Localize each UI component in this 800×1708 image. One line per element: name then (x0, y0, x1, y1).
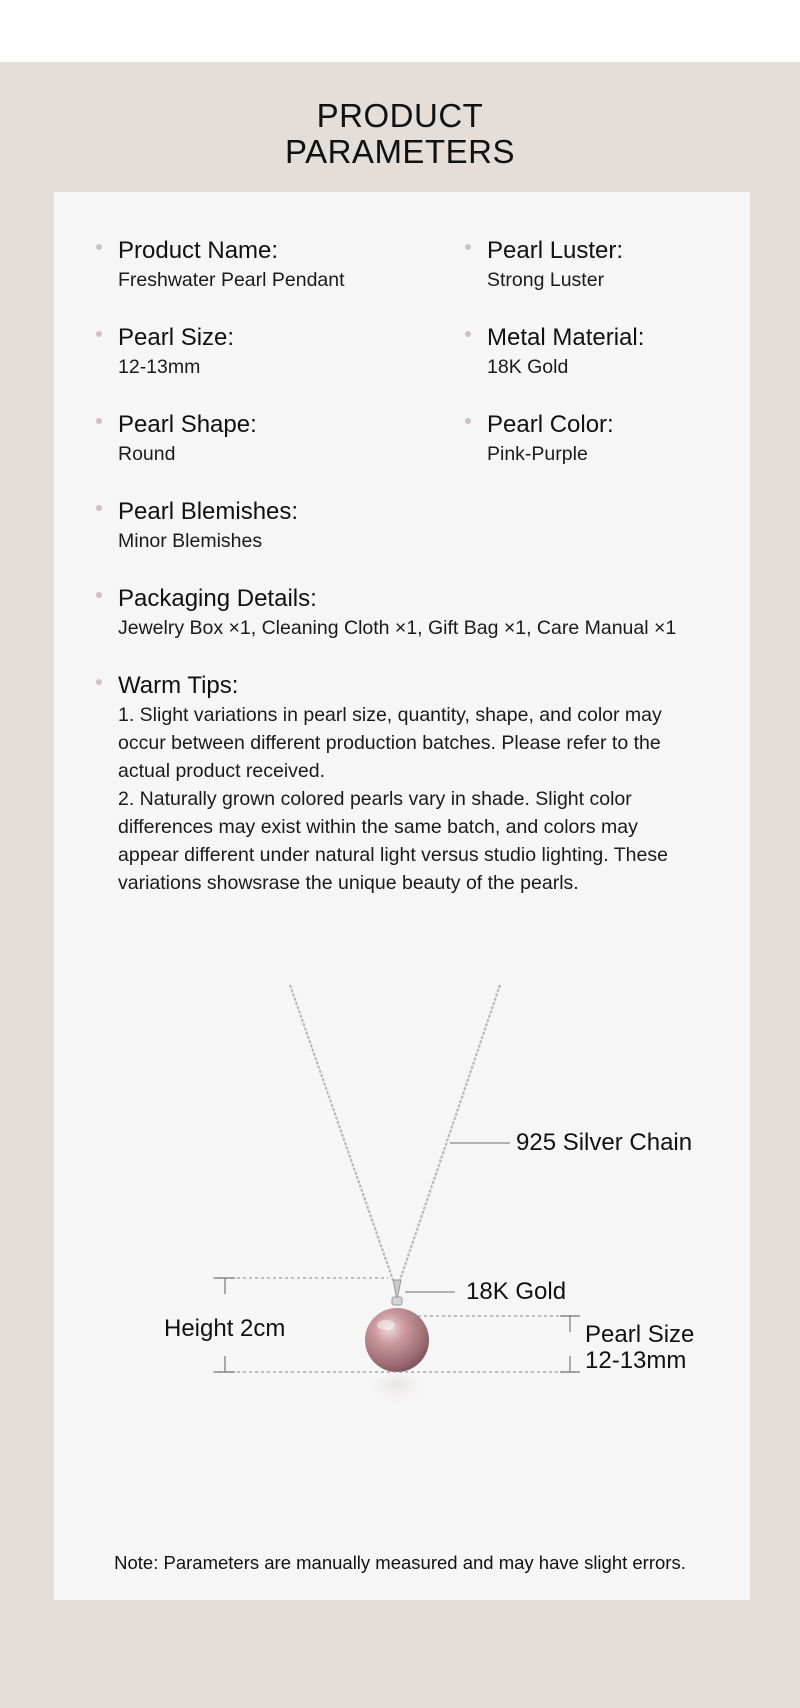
pearl-reflection (369, 1374, 425, 1410)
param-label: Pearl Blemishes: (118, 498, 299, 525)
param-label: Metal Material: (487, 324, 645, 351)
param-value: Round (118, 443, 176, 465)
measurement-note: Note: Parameters are manually measured and may have slight errors. (114, 1552, 686, 1573)
param-label: Product Name: (118, 237, 279, 264)
title-line-2: PARAMETERS (285, 133, 515, 170)
chain-left (290, 985, 393, 1280)
param-label: Pearl Shape: (118, 411, 257, 438)
param-label: Warm Tips: (118, 672, 239, 699)
height-label: Height 2cm (164, 1315, 286, 1342)
warm-tips-text: 1. Slight variations in pearl size, quantity, shape, and color may occur between different production batches. Please refer to the actual product received. 2. Naturally grown colored pearls vary in shade. Slight color differences may exist within the same batch, and colors may appear different under natural light versus studio lighting. These variations showsrase the unique beauty of the pearls. (118, 704, 668, 894)
bail-label: 18K Gold (466, 1278, 567, 1305)
param-label: Pearl Luster: (487, 237, 624, 264)
pearl-size-value: 12-13mm (585, 1347, 687, 1374)
pearl (365, 1308, 429, 1372)
param-label: Pearl Size: (118, 324, 235, 351)
param-value: Pink-Purple (487, 443, 588, 465)
param-value: 18K Gold (487, 356, 569, 378)
title-line-1: PRODUCT (316, 97, 484, 134)
chain-label: 925 Silver Chain (516, 1129, 693, 1156)
bail-cap (392, 1297, 402, 1305)
param-label: Pearl Color: (487, 411, 614, 438)
chain-right (400, 985, 500, 1280)
param-value: Minor Blemishes (118, 530, 263, 552)
param-value: Freshwater Pearl Pendant (118, 269, 345, 291)
param-value: Jewelry Box ×1, Cleaning Cloth ×1, Gift Bag ×1, Care Manual ×1 (118, 617, 677, 639)
param-value: Strong Luster (487, 269, 605, 291)
pearl-highlight (377, 1320, 395, 1330)
param-value: 12-13mm (118, 356, 201, 378)
pearl-size-label: Pearl Size (585, 1321, 695, 1348)
param-label: Packaging Details: (118, 585, 317, 612)
